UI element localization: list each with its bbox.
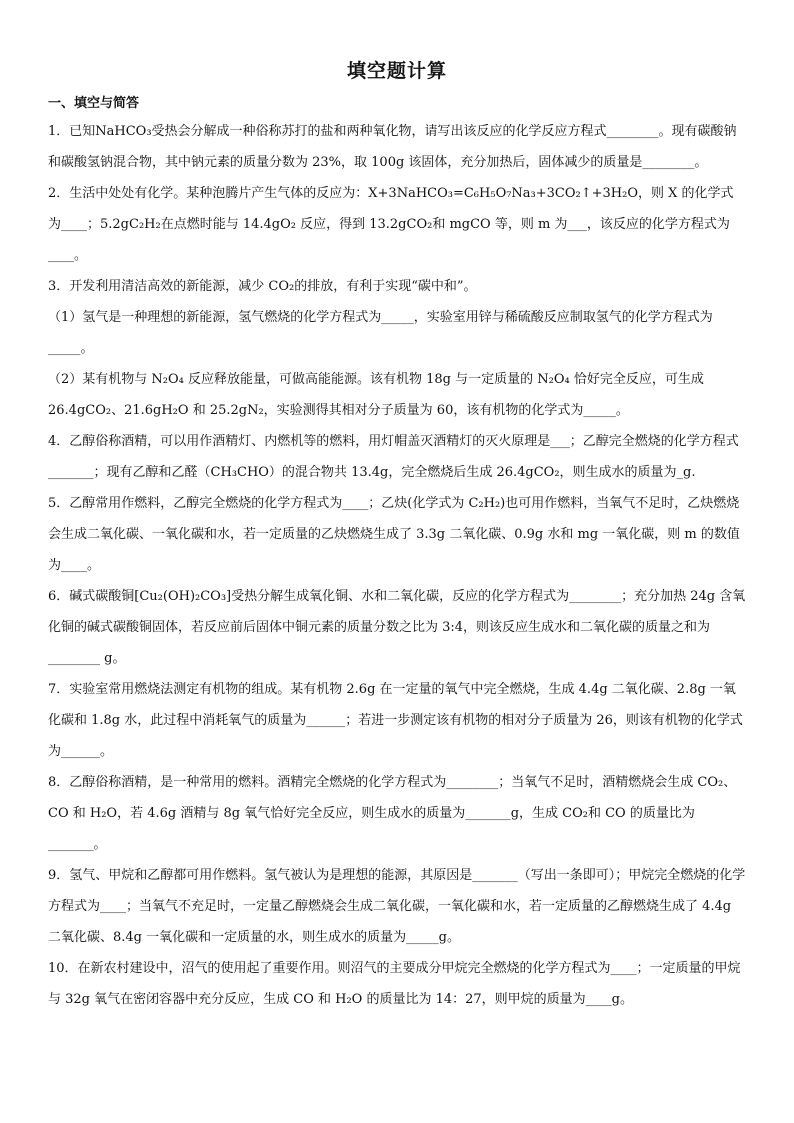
question-2: 2．生活中处处有化学。某种泡腾片产生气体的反应为：X+3NaHCO₃=C₆H₅O₇Na₃+3CO₂↑+3H₂O，则 X 的化学式为____；5.2gC₂H₂在点燃时能与 14.4gO₂ 反应，得到 13.2gCO₂和 mgCO 等，则 m 为___，该反应的化学方程式为____。 [48,186,734,263]
question-3: 3．开发利用清洁高效的新能源，减少 CO₂的排放，有利于实现“碳中和”。 [48,279,477,294]
question-6: 6．碱式碳酸铜[Cu₂(OH)₂CO₃]受热分解生成氧化铜、水和二氧化碳，反应的化学方程式为________；充分加热 24g 含氧化铜的碱式碳酸铜固体，若反应前后固体中铜元素的质量分数之比为 3:4，则该反应生成水和二氧化碳的质量之和为 ________ g。 [48,589,746,666]
question-5: 5．乙醇常用作燃料，乙醇完全燃烧的化学方程式为____；乙炔(化学式为 C₂H₂)也可用作燃料，当氧气不足时，乙炔燃烧会生成二氧化碳、一氧化碳和水，若一定质量的乙炔燃烧生成了 3.3g 二氧化碳、0.9g 水和 mg 一氧化碳，则 m 的数值为____。 [48,496,740,573]
question-4: 4．乙醇俗称酒精，可以用作酒精灯、内燃机等的燃料，用灯帽盖灭酒精灯的灭火原理是___；乙醇完全燃烧的化学方程式_______；现有乙醇和乙醛（CH₃CHO）的混合物共 13.4g，完全燃烧后生成 26.4gCO₂，则生成水的质量为_g. [48,434,739,480]
question-10: 10．在新农村建设中，沼气的使用起了重要作用。则沼气的主要成分甲烷完全燃烧的化学方程式为____；一定质量的甲烷与 32g 氧气在密闭容器中充分反应，生成 CO 和 H₂O 的质量比为 14：27，则甲烷的质量为____g。 [48,961,741,1007]
question-3-part-1: （1）氢气是一种理想的新能源，氢气燃烧的化学方程式为_____，实验室用锌与稀硫酸反应制取氢气的化学方程式为_____。 [48,310,713,356]
question-1: 1．已知NaHCO₃受热会分解成一种俗称苏打的盐和两种氧化物，请写出该反应的化学反应方程式________。现有碳酸钠和碳酸氢钠混合物，其中钠元素的质量分数为 23%，取 100g 该固体，充分加热后，固体减少的质量是________。 [48,124,737,170]
question-8: 8．乙醇俗称酒精，是一种常用的燃料。酒精完全燃烧的化学方程式为________；当氧气不足时，酒精燃烧会生成 CO₂、CO 和 H₂O，若 4.6g 酒精与 8g 氧气恰好完全反应，则生成水的质量为_______g，生成 CO₂和 CO 的质量比为_______。 [48,775,737,852]
question-list [48,116,746,1015]
page-title: 填空题计算 [346,60,447,82]
question-7: 7．实验室常用燃烧法测定有机物的组成。某有机物 2.6g 在一定量的氧气中完全燃烧，生成 4.4g 二氧化碳、2.8g 一氧化碳和 1.8g 水，此过程中消耗氧气的质量为______；若进一步测定该有机物的相对分子质量为 26，则该有机物的化学式为______。 [48,682,743,759]
question-9: 9．氢气、甲烷和乙醇都可用作燃料。氢气被认为是理想的能源，其原因是_______（写出一条即可）；甲烷完全燃烧的化学方程式为____；当氧气不充足时，一定量乙醇燃烧会生成二氧化碳，一氧化碳和水，若一定质量的乙醇燃烧生成了 4.4g 二氧化碳、8.4g 一氧化碳和一定质量的水，则生成水的质量为_____g。 [48,868,746,945]
section-heading: 一、填空与简答 [48,96,140,111]
question-3-part-2: （2）某有机物与 N₂O₄ 反应释放能量，可做高能能源。该有机物 18g 与一定质量的 N₂O₄ 恰好完全反应，可生成 26.4gCO₂、21.6gH₂O 和 25.2gN₂，实验测得其相对分子质量为 60，该有机物的化学式为_____。 [48,372,704,418]
